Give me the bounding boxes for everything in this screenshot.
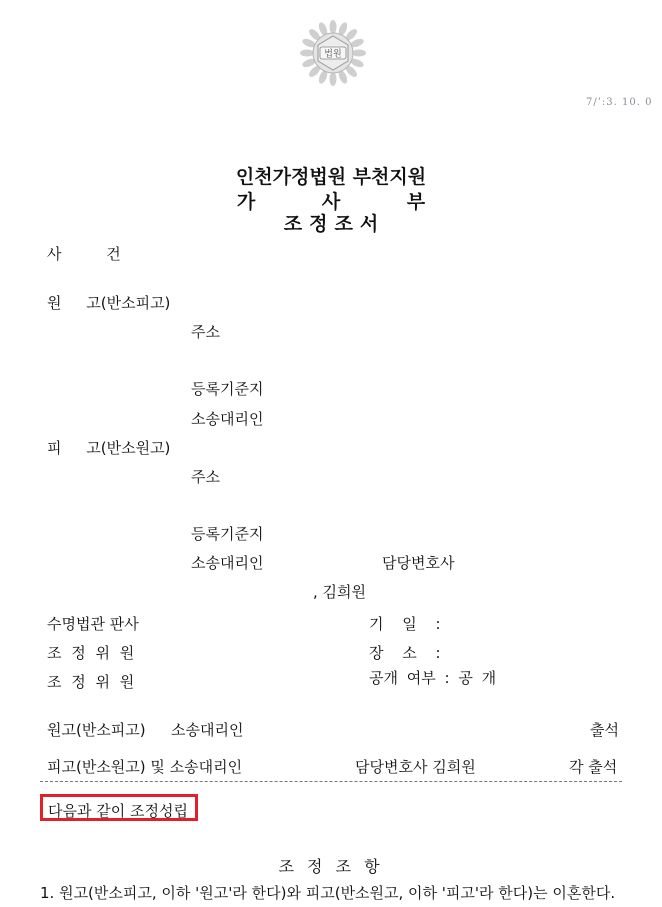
dotted-divider: [40, 781, 622, 782]
defendant-counsel-label: 소송대리인: [191, 554, 264, 572]
terms-item-1: 1. 원고(반소피고, 이하 '원고'라 한다)와 피고(반소원고, 이하 '피고'라 한다)는 이혼한다.: [40, 884, 616, 902]
plaintiff-counsel-label: 소송대리인: [191, 410, 264, 428]
attendance-plaintiff-status: 출석: [590, 721, 619, 739]
session-place-label: 장 소 :: [369, 644, 441, 662]
case-label: 사 건: [47, 245, 121, 263]
judge-label: 수명법관 판사: [47, 615, 139, 633]
mediator-2-label: 조 정 위 원: [47, 673, 135, 691]
defendant-registry-label: 등록기준지: [191, 525, 264, 543]
attendance-plaintiff-party: 원고(반소피고): [47, 721, 146, 739]
received-stamp-mark: 7/’:3. 10. 0: [586, 97, 653, 108]
court-seal-icon: [298, 18, 368, 88]
attendance-defendant-attorney: 담당변호사 김희원: [355, 758, 476, 776]
terms-section-title: 조 정 조 항: [278, 857, 384, 876]
mediation-result-text: 다음과 같이 조정성립: [48, 802, 188, 820]
defendant-address-label: 주소: [191, 468, 220, 486]
division-title: 가 사 부: [236, 191, 456, 213]
svg-text:법원: 법원: [324, 49, 342, 60]
mediation-result-highlight: [40, 794, 198, 821]
document-title: 조정조서: [283, 213, 386, 235]
mediator-1-label: 조 정 위 원: [47, 644, 135, 662]
court-name: 인천가정법원 부천지원: [235, 166, 427, 188]
plaintiff-address-label: 주소: [191, 323, 220, 341]
defendant-label: 피 고(반소원고): [47, 439, 171, 457]
defendant-attorney-name: , 김희원: [313, 583, 367, 601]
plaintiff-registry-label: 등록기준지: [191, 380, 264, 398]
attendance-defendant-status: 각 출석: [569, 758, 618, 776]
attendance-plaintiff-counsel: 소송대리인: [171, 721, 244, 739]
defendant-attorney-label: 담당변호사: [382, 554, 455, 572]
session-date-label: 기 일 :: [369, 615, 441, 633]
plaintiff-label: 원 고(반소피고): [47, 294, 171, 312]
attendance-defendant-party: 피고(반소원고) 및 소송대리인: [47, 758, 243, 776]
public-status-label: 공개 여부 : 공 개: [369, 669, 497, 687]
